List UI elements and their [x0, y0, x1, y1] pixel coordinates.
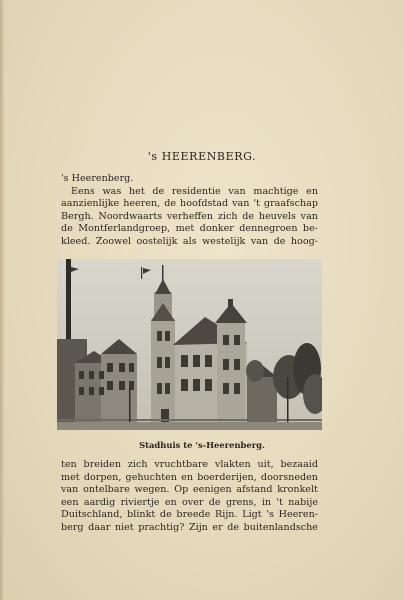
town-hall-illustration: [57, 259, 322, 430]
text-line: van ontelbare wegen. Op eenigen afstand kronkelt: [61, 484, 318, 496]
section-heading: 's HEERENBERG.: [147, 150, 257, 163]
paragraph-2: [61, 459, 318, 535]
text-line: 's Heerenberg.: [61, 173, 134, 184]
text-line: een aardig riviertje en over de grens, in 't nabije: [61, 496, 318, 508]
paragraph-1: [61, 173, 318, 249]
page-spine-shadow: [0, 0, 5, 600]
text-line: ten breiden zich vruchtbare vlakten uit, bezaaid: [61, 459, 318, 470]
text-line: Eens was het de residentie van machtige en: [71, 185, 318, 197]
text-line: aanzienlijke heeren, de hoofdstad van 't graafschap: [61, 198, 318, 210]
text-line: Bergh. Noordwaarts verheffen zich de heuvels van: [61, 210, 318, 222]
text-line: met dorpen, gehuchten en boerderijen, doorsneden: [61, 471, 318, 483]
text-line: berg daar niet prachtig? Zijn er de buitenlandsche: [61, 521, 318, 533]
text-line: Duitschland, blinkt de breede Rijn. Ligt 's Heeren-: [61, 509, 318, 521]
text-line: kleed. Zoowel oostelijk als westelijk van de hoog-: [61, 235, 318, 247]
text-line: de Montferlandgroep, met donker dennegroen be-: [61, 223, 318, 235]
town-hall-photo: [57, 259, 322, 430]
photo-caption: Stadhuis te 's-Heerenberg.: [139, 440, 265, 450]
